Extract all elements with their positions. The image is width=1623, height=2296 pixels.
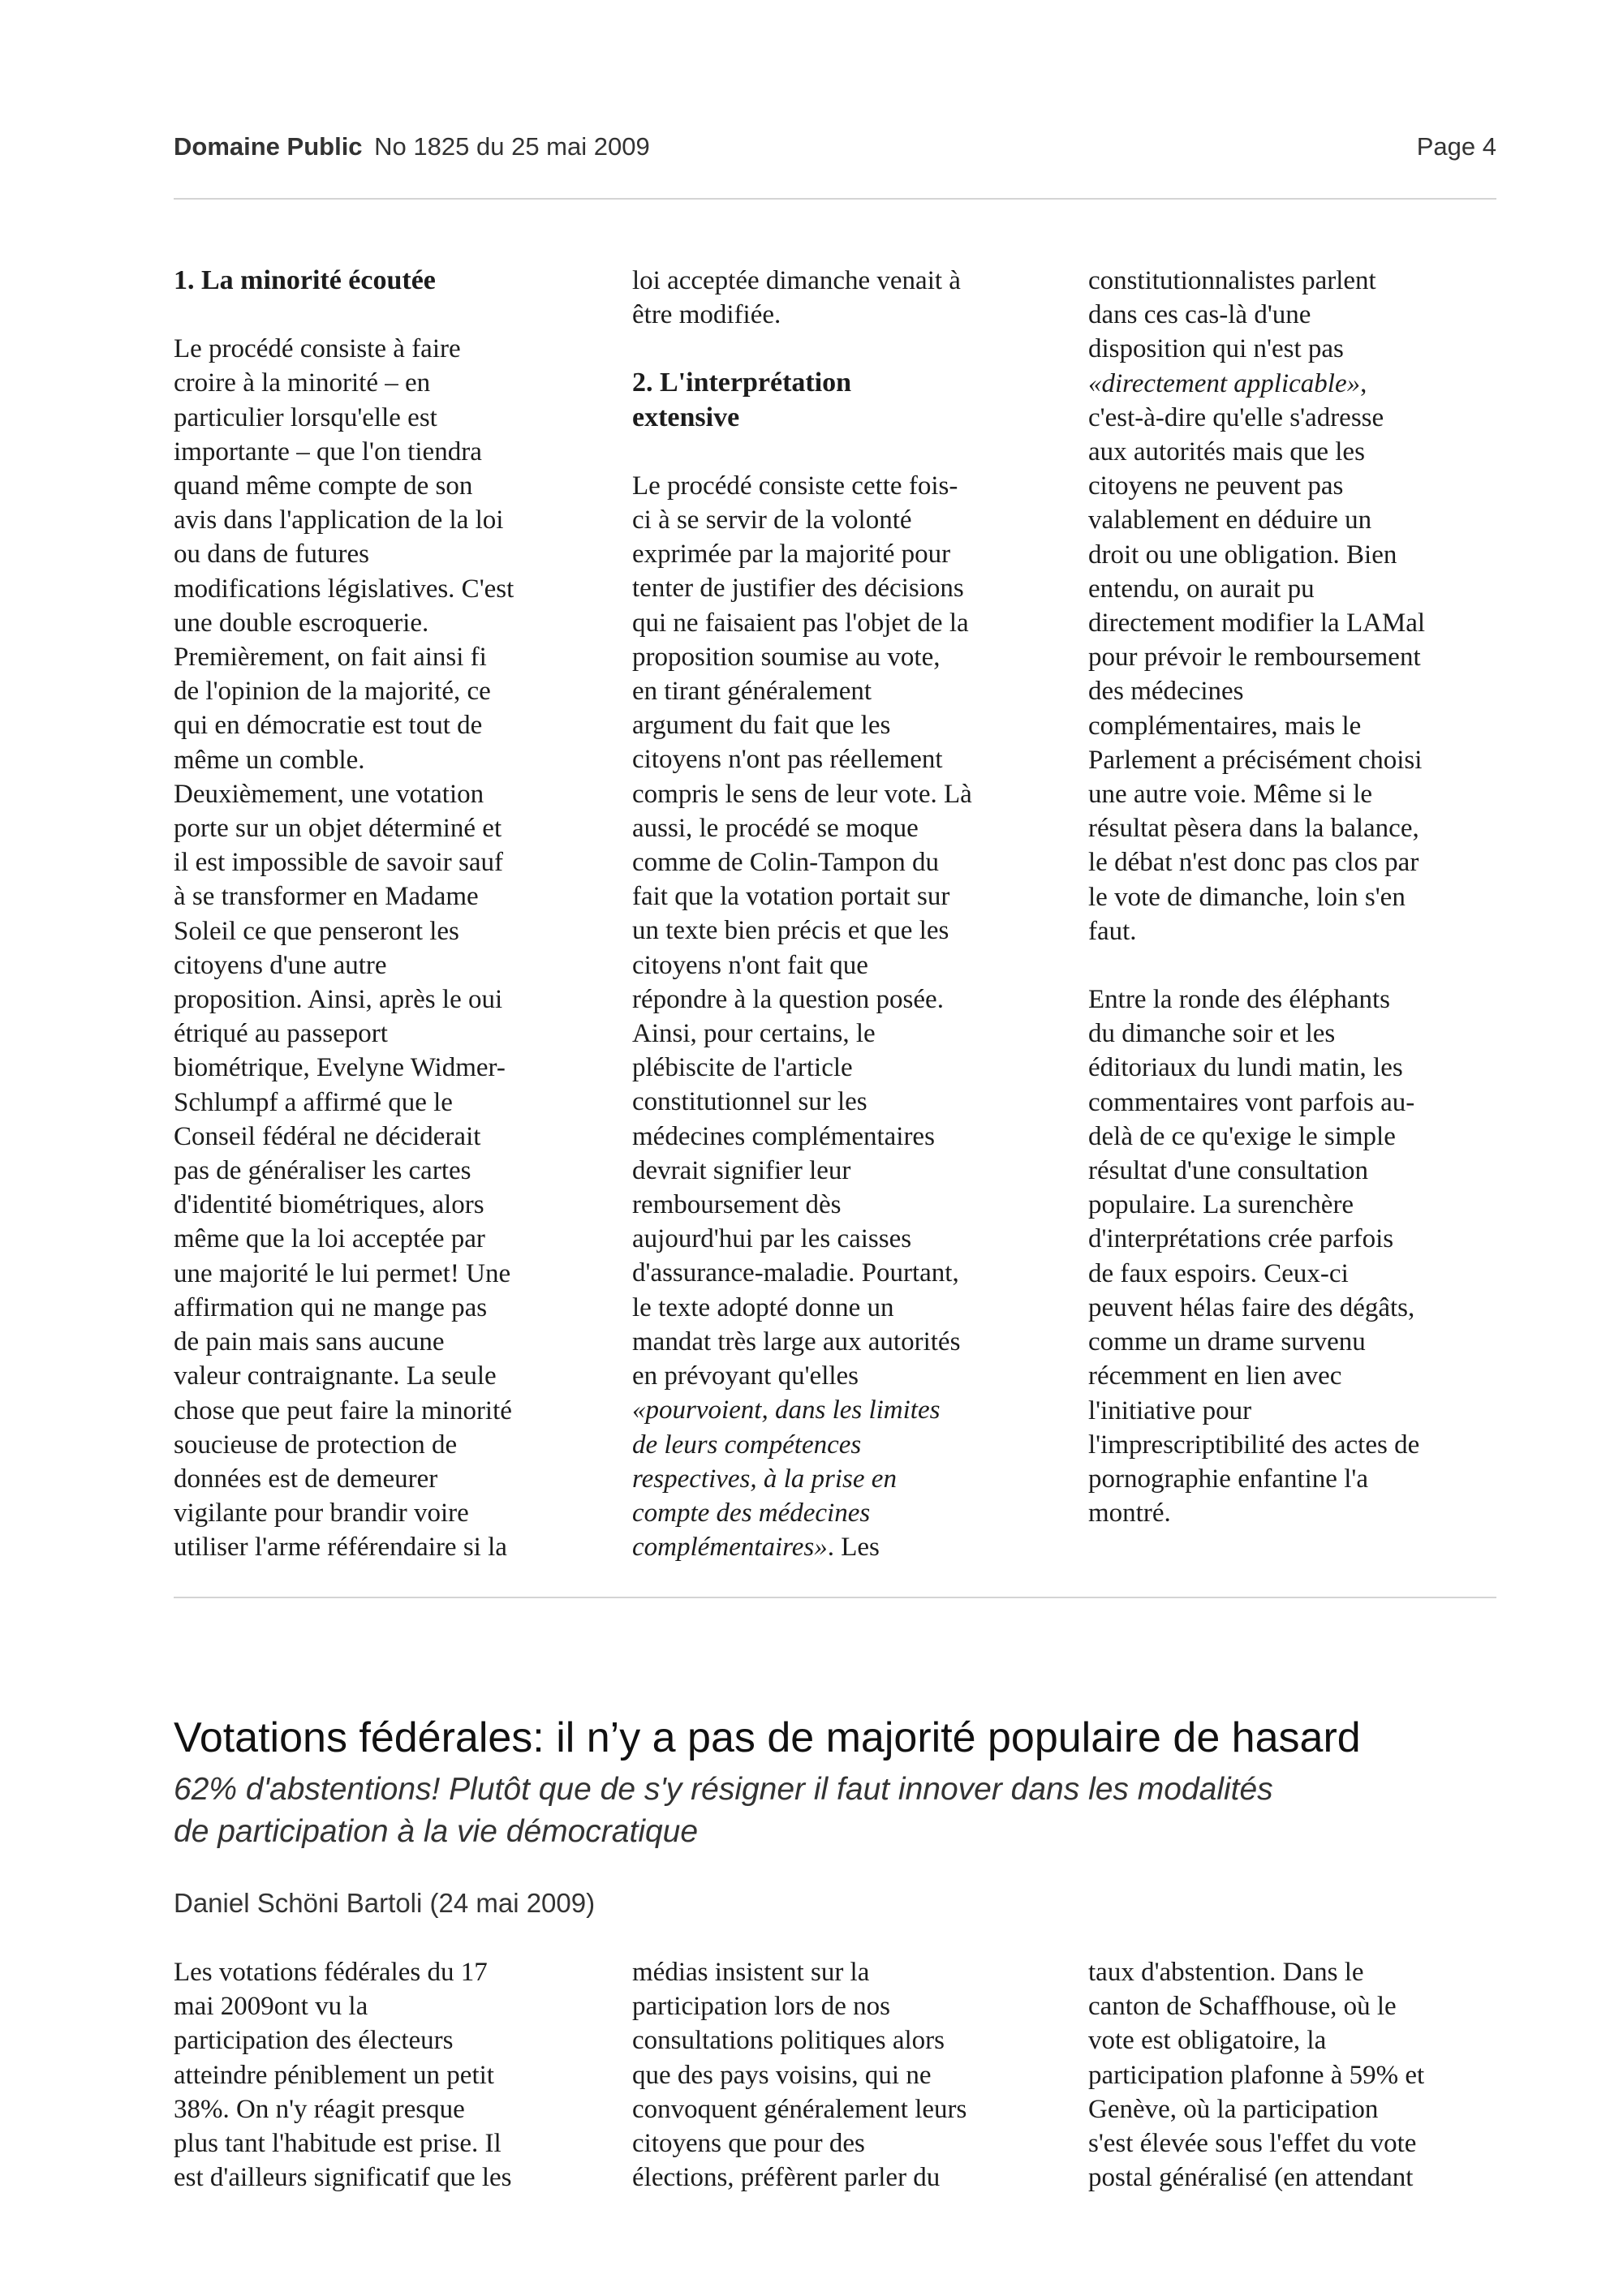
- text-line: postal généralisé (en attendant: [1088, 2163, 1414, 2193]
- text-line: à se transformer en Madame: [174, 882, 479, 912]
- text-line: delà de ce qu'exige le simple: [1088, 1121, 1396, 1151]
- page-header: [174, 132, 1496, 170]
- text-line: le vote de dimanche, loin s'en: [1088, 882, 1406, 912]
- column-3: [1088, 264, 1518, 1564]
- text-line: citoyens que pour des: [632, 2129, 865, 2159]
- text-line: d'assurance-maladie. Pourtant,: [632, 1258, 959, 1288]
- text-line: commentaires vont parfois au-: [1088, 1087, 1415, 1117]
- text-line: devrait signifier leur: [632, 1155, 851, 1185]
- text-line: il est impossible de savoir sauf: [174, 848, 504, 878]
- text-line: qui en démocratie est tout de: [174, 711, 483, 741]
- article-byline: Daniel Schöni Bartoli (24 mai 2009): [174, 1888, 596, 1918]
- text-fragment: ,: [1360, 368, 1367, 398]
- column-2: [632, 1955, 1062, 2195]
- text-line: Le procédé consiste à faire: [174, 334, 461, 364]
- text-line: même un comble.: [174, 745, 365, 775]
- article-subtitle: [174, 1769, 1496, 1853]
- paragraph: [174, 1955, 604, 2195]
- text-line: modifications législatives. C'est: [174, 574, 514, 604]
- text-line: importante – que l'on tiendra: [174, 436, 482, 467]
- subtitle-line: 62% d'abstentions! Plutôt que de s'y résigner il faut innover dans les modalités: [174, 1772, 1273, 1807]
- text-line: proposition. Ainsi, après le oui: [174, 985, 503, 1015]
- text-line: élections, préfèrent parler du: [632, 2163, 941, 2193]
- text-line: aussi, le procédé se moque: [632, 813, 919, 843]
- text-line: de l'opinion de la majorité, ce: [174, 677, 491, 707]
- paragraph: [632, 469, 1062, 1565]
- text-line: Conseil fédéral ne déciderait: [174, 1121, 481, 1151]
- text-line: compte des médecines: [632, 1498, 871, 1528]
- text-line: complémentaires, mais le: [1088, 711, 1362, 741]
- text-line: mai 2009ont vu la: [174, 1992, 368, 2022]
- text-line: remboursement dès: [632, 1190, 842, 1220]
- text-line: médecines complémentaires: [632, 1121, 935, 1151]
- page-number: Page 4: [1416, 132, 1496, 161]
- header-divider: [174, 198, 1496, 200]
- text-line: citoyens n'ont pas réellement: [632, 745, 943, 775]
- column-2: [632, 264, 1062, 1564]
- text-line: pas de généraliser les cartes: [174, 1156, 471, 1186]
- text-line: de pain mais sans aucune: [174, 1327, 445, 1357]
- text-line: un texte bien précis et que les: [632, 916, 949, 946]
- text-line: s'est élevée sous l'effet du vote: [1088, 2129, 1417, 2159]
- text-line: pour prévoir le remboursement: [1088, 643, 1421, 673]
- text-line: c'est-à-dire qu'elle s'adresse: [1088, 402, 1384, 432]
- paragraph: [1088, 982, 1518, 1530]
- text-line: canton de Schaffhouse, où le: [1088, 1992, 1397, 2022]
- text-line: citoyens d'une autre: [174, 950, 387, 980]
- text-line: particulier lorsqu'elle est: [174, 402, 437, 432]
- column-1: [174, 264, 604, 1565]
- heading-line: 2. L'interprétation: [632, 368, 852, 398]
- text-line: même que la loi acceptée par: [174, 1224, 485, 1254]
- quotation: [632, 1393, 1062, 1530]
- quotation: «directement applicable»: [1088, 368, 1361, 398]
- text-line: Parlement a précisément choisi: [1088, 745, 1423, 775]
- text-line: constitutionnalistes parlent: [1088, 266, 1376, 295]
- text-line: participation des électeurs: [174, 2026, 454, 2056]
- text-line: du dimanche soir et les: [1088, 1019, 1336, 1049]
- text-line: Premièrement, on fait ainsi fi: [174, 643, 487, 673]
- paragraph: [632, 264, 1062, 332]
- text-line: que des pays voisins, qui ne: [632, 2060, 932, 2090]
- text-line: de leurs compétences: [632, 1430, 862, 1460]
- text-line: Les votations fédérales du 17: [174, 1958, 488, 1987]
- text-line: disposition qui n'est pas: [1088, 334, 1344, 364]
- text-line: constitutionnel sur les: [632, 1087, 867, 1117]
- heading-line: extensive: [632, 402, 740, 432]
- text-line: mandat très large aux autorités: [632, 1326, 961, 1357]
- text-line: proposition soumise au vote,: [632, 642, 941, 672]
- article-title: Votations fédérales: il n’y a pas de majorité populaire de hasard: [174, 1714, 1361, 1761]
- text-line: [632, 1530, 1062, 1564]
- paragraph-lines: [1088, 401, 1518, 948]
- text-line: vote est obligatoire, la: [1088, 2026, 1327, 2056]
- paragraph-lines: [632, 469, 1062, 1393]
- text-line: tenter de justifier des décisions: [632, 574, 964, 604]
- text-line: est d'ailleurs significatif que les: [174, 2163, 512, 2193]
- paragraph: [174, 332, 604, 1564]
- text-line: d'identité biométriques, alors: [174, 1190, 484, 1220]
- text-line: taux d'abstention. Dans le: [1088, 1958, 1364, 1987]
- text-line: soucieuse de protection de: [174, 1430, 458, 1460]
- text-line: valablement en déduire un: [1088, 505, 1372, 535]
- text-line: chose que peut faire la minorité: [174, 1395, 512, 1425]
- section-heading: 1. La minorité écoutée: [174, 265, 436, 295]
- text-line: porte sur un objet déterminé et: [174, 814, 502, 844]
- quotation-end: complémentaires»: [632, 1533, 828, 1563]
- text-line: résultat pèsera dans la balance,: [1088, 814, 1419, 844]
- text-line: dans ces cas-là d'une: [1088, 300, 1311, 330]
- paragraph: [1088, 1955, 1518, 2195]
- text-line: quand même compte de son: [174, 471, 473, 501]
- text-line: des médecines: [1088, 677, 1244, 707]
- text-line: en tirant généralement: [632, 677, 872, 707]
- text-line: droit ou une obligation. Bien: [1088, 540, 1397, 570]
- text-line: convoquent généralement leurs: [632, 2094, 967, 2124]
- text-line: le texte adopté donne un: [632, 1292, 894, 1322]
- text-line: argument du fait que les: [632, 711, 891, 741]
- article-divider: [174, 1597, 1496, 1598]
- text-line: données est de demeurer: [174, 1464, 438, 1494]
- text-line: être modifiée.: [632, 300, 781, 330]
- text-line: résultat d'une consultation: [1088, 1156, 1369, 1186]
- text-line: comme de Colin-Tampon du: [632, 848, 940, 878]
- text-line: entendu, on aurait pu: [1088, 574, 1315, 604]
- text-line: répondre à la question posée.: [632, 984, 944, 1014]
- text-line: plébiscite de l'article: [632, 1053, 853, 1083]
- issue-info: No 1825 du 25 mai 2009: [374, 132, 650, 161]
- text-line: exprimée par la majorité pour: [632, 540, 951, 570]
- paragraph-lines: [1088, 264, 1518, 367]
- text-line: récemment en lien avec: [1088, 1361, 1342, 1391]
- text-line: montré.: [1088, 1498, 1171, 1529]
- text-line: respectives, à la prise en: [632, 1464, 897, 1494]
- publication-name: Domaine Public: [174, 132, 363, 161]
- text-line: citoyens n'ont fait que: [632, 950, 868, 980]
- paragraph: [1088, 264, 1518, 948]
- text-line: étriqué au passeport: [174, 1019, 388, 1049]
- text-line: en prévoyant qu'elles: [632, 1361, 859, 1391]
- text-line: utiliser l'arme référendaire si la: [174, 1533, 507, 1563]
- text-line: avis dans l'application de la loi: [174, 505, 504, 535]
- text-line: Ainsi, pour certains, le: [632, 1019, 876, 1049]
- text-line: Soleil ce que penseront les: [174, 916, 459, 946]
- text-line: qui ne faisaient pas l'objet de la: [632, 608, 969, 638]
- text-line: de faux espoirs. Ceux-ci: [1088, 1258, 1349, 1288]
- column-1: [174, 1955, 604, 2195]
- text-line: «pourvoient, dans les limites: [632, 1395, 941, 1425]
- text-line: valeur contraignante. La seule: [174, 1361, 497, 1391]
- text-line: peuvent hélas faire des dégâts,: [1088, 1292, 1415, 1322]
- section-heading: [632, 366, 1062, 434]
- text-line: loi acceptée dimanche venait à: [632, 266, 961, 295]
- text-line: populaire. La surenchère: [1088, 1190, 1354, 1220]
- subtitle-line: de participation à la vie démocratique: [174, 1814, 699, 1849]
- text-line: l'initiative pour: [1088, 1395, 1252, 1425]
- text-line: une double escroquerie.: [174, 608, 429, 638]
- text-line: Entre la ronde des éléphants: [1088, 985, 1391, 1015]
- text-line: aujourd'hui par les caisses: [632, 1224, 912, 1254]
- text-line: éditoriaux du lundi matin, les: [1088, 1053, 1403, 1083]
- text-line: directement modifier la LAMal: [1088, 608, 1426, 638]
- text-line: atteindre péniblement un petit: [174, 2060, 494, 2090]
- text-line: biométrique, Evelyne Widmer-: [174, 1053, 506, 1083]
- text-line: faut.: [1088, 916, 1137, 946]
- text-line: d'interprétations crée parfois: [1088, 1224, 1394, 1254]
- text-line: consultations politiques alors: [632, 2026, 945, 2056]
- text-line: vigilante pour brandir voire: [174, 1498, 469, 1529]
- text-line: fait que la votation portait sur: [632, 882, 950, 912]
- text-line: croire à la minorité – en: [174, 368, 431, 398]
- text-line: affirmation qui ne mange pas: [174, 1292, 488, 1322]
- text-line: Genève, où la participation: [1088, 2094, 1379, 2124]
- text-line: comme un drame survenu: [1088, 1327, 1366, 1357]
- text-line: plus tant l'habitude est prise. Il: [174, 2129, 502, 2159]
- text-line: ci à se servir de la volonté: [632, 505, 912, 535]
- column-3: [1088, 1955, 1518, 2195]
- text-line: Schlumpf a affirmé que le: [174, 1087, 453, 1117]
- text-line: ou dans de futures: [174, 540, 370, 570]
- text-line: le débat n'est donc pas clos par: [1088, 848, 1419, 878]
- text-line: médias insistent sur la: [632, 1958, 870, 1987]
- paragraph: [632, 1955, 1062, 2195]
- text-line: compris le sens de leur vote. Là: [632, 779, 972, 809]
- text-line: pornographie enfantine l'a: [1088, 1464, 1368, 1494]
- text-line: participation lors de nos: [632, 1992, 891, 2022]
- text-line: [1088, 367, 1518, 401]
- text-line: une autre voie. Même si le: [1088, 780, 1373, 810]
- text-line: Le procédé consiste cette fois-: [632, 471, 958, 501]
- text-line: l'imprescriptibilité des actes de: [1088, 1430, 1420, 1460]
- text-line: Deuxièmement, une votation: [174, 779, 484, 809]
- text-fragment: . Les: [827, 1533, 880, 1563]
- text-line: citoyens ne peuvent pas: [1088, 471, 1344, 501]
- text-line: participation plafonne à 59% et: [1088, 2060, 1425, 2090]
- text-line: aux autorités mais que les: [1088, 437, 1365, 467]
- text-line: 38%. On n'y réagit presque: [174, 2094, 465, 2124]
- text-line: une majorité le lui permet! Une: [174, 1258, 511, 1288]
